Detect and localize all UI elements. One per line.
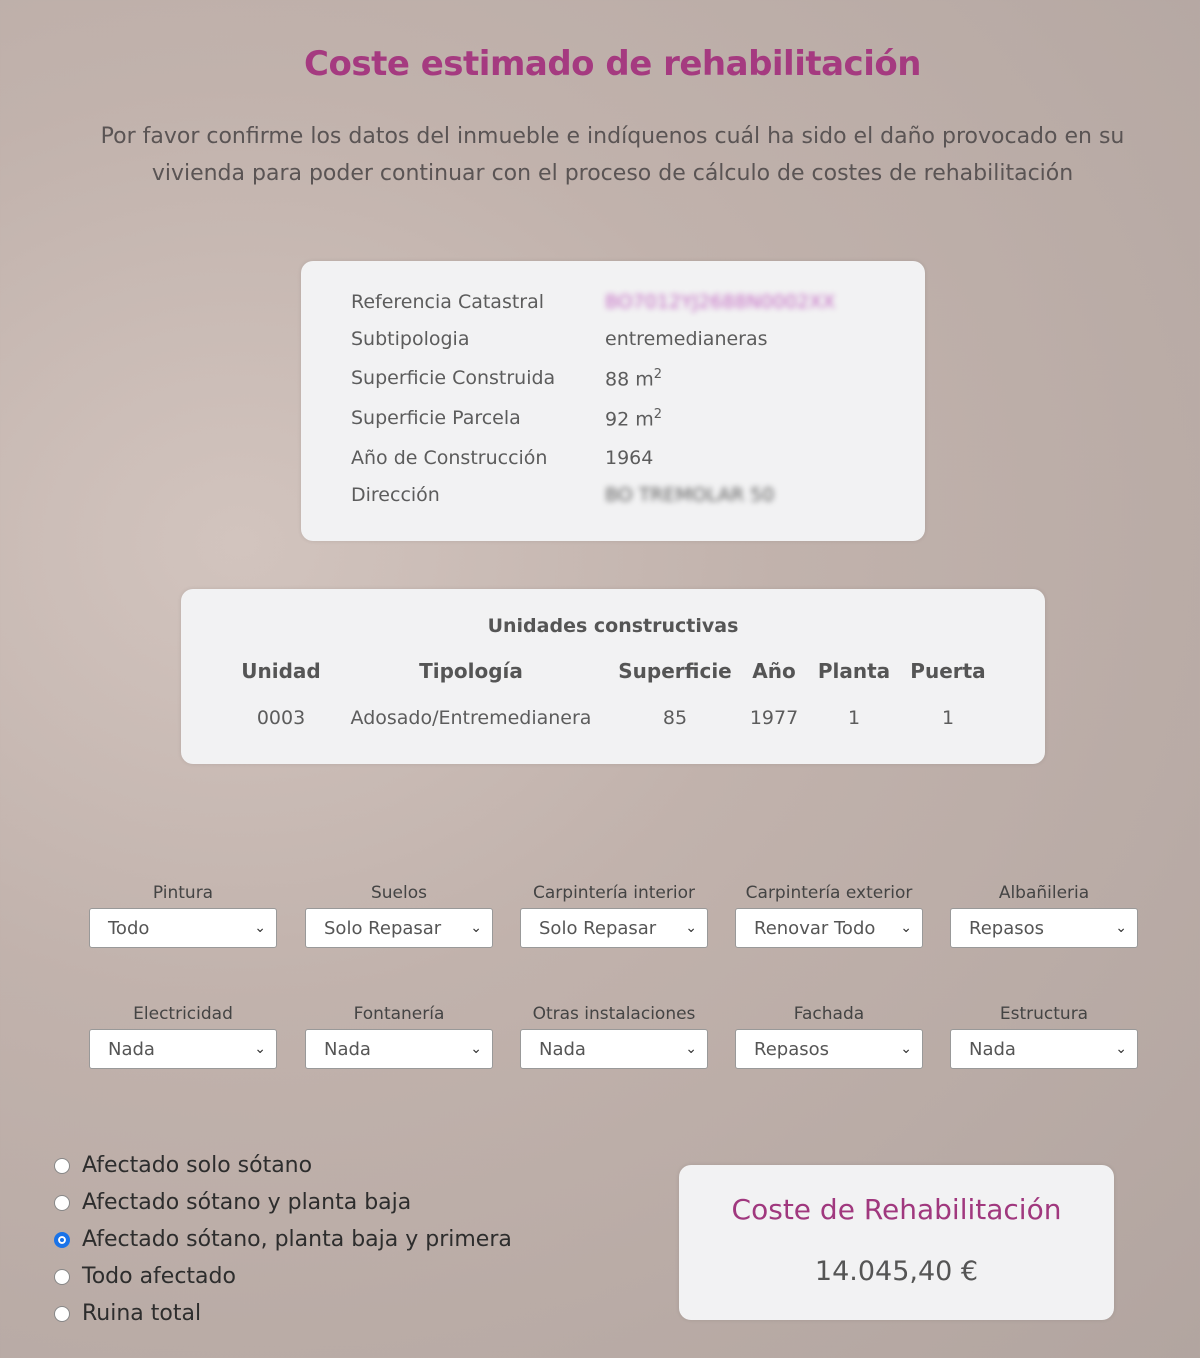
cost-card	[679, 1165, 1114, 1320]
info-row	[351, 367, 662, 390]
select-value: Nada	[539, 1038, 586, 1060]
damage-radio[interactable]	[54, 1264, 236, 1289]
column-header: Puerta	[910, 659, 986, 683]
select-label: Fachada	[793, 1004, 865, 1024]
radio-button[interactable]	[54, 1269, 70, 1285]
cost-title: Coste de Rehabilitación	[731, 1193, 1062, 1226]
table-cell: 85	[662, 707, 688, 729]
radio-label: Afectado sótano, planta baja y primera	[82, 1227, 512, 1252]
info-label: Superficie Construida	[351, 367, 556, 389]
select-value: Repasos	[969, 917, 1044, 939]
radio-label: Ruina total	[82, 1301, 202, 1326]
info-value: 88 $m^2$	[605, 367, 663, 391]
select-label: Electricidad	[133, 1004, 233, 1024]
damage-select[interactable]	[520, 908, 708, 948]
info-label: Subtipologia	[351, 328, 470, 350]
select-value: Nada	[108, 1038, 155, 1060]
select-group	[520, 883, 708, 948]
radio-button[interactable]	[54, 1195, 70, 1211]
select-label: Carpintería exterior	[745, 883, 913, 903]
damage-select[interactable]	[520, 1029, 708, 1069]
radio-label: Afectado sótano y planta baja	[82, 1190, 412, 1215]
damage-radio[interactable]	[54, 1227, 512, 1252]
column-header: Año	[752, 659, 796, 683]
select-label: Suelos	[370, 883, 427, 903]
damage-select[interactable]	[950, 1029, 1138, 1069]
radio-label: Afectado solo sótano	[82, 1153, 313, 1178]
select-group	[305, 1004, 493, 1069]
chevron-down-icon: ⌄	[254, 1041, 266, 1057]
select-value: Nada	[324, 1038, 371, 1060]
column-header: Superficie	[618, 659, 732, 683]
damage-select[interactable]	[89, 908, 277, 948]
damage-radio[interactable]	[54, 1301, 201, 1326]
info-value: BO TREMOLAR 50	[605, 484, 775, 506]
chevron-down-icon: ⌄	[470, 920, 482, 936]
select-group	[89, 883, 277, 948]
info-row	[351, 291, 835, 313]
chevron-down-icon: ⌄	[470, 1041, 482, 1057]
damage-radio[interactable]	[54, 1153, 312, 1178]
table-cell: 1977	[749, 707, 799, 729]
radio-button[interactable]	[54, 1158, 70, 1174]
column-header: Tipología	[419, 659, 523, 683]
info-value: BO7012YJ2688N0002XX	[605, 291, 836, 313]
column-header: Unidad	[241, 659, 321, 683]
select-value: Solo Repasar	[324, 917, 442, 939]
intro-text: Por favor confirme los datos del inmueble e indíquenos cuál ha sido el daño provocado en su vivienda para poder continuar con el proceso de cálculo de costes de rehabilitación	[100, 124, 1125, 186]
damage-select[interactable]	[89, 1029, 277, 1069]
select-label: Fontanería	[353, 1004, 445, 1024]
property-info-card	[301, 261, 925, 541]
table-cell: 0003	[256, 707, 306, 729]
info-label: Dirección	[351, 484, 440, 506]
chevron-down-icon: ⌄	[254, 920, 266, 936]
select-value: Renovar Todo	[754, 917, 876, 939]
info-label: Superficie Parcela	[351, 407, 521, 429]
select-value: Nada	[969, 1038, 1016, 1060]
damage-select[interactable]	[305, 908, 493, 948]
column-header: Planta	[817, 659, 891, 683]
damage-select[interactable]	[735, 1029, 923, 1069]
select-group	[735, 883, 923, 948]
chevron-down-icon: ⌄	[685, 1041, 697, 1057]
select-group	[950, 1004, 1138, 1069]
radio-button[interactable]	[54, 1306, 70, 1322]
select-group	[950, 883, 1138, 948]
table-cell: Adosado/Entremedianera	[350, 707, 592, 729]
info-label: Año de Construcción	[351, 447, 548, 469]
select-label: Estructura	[999, 1004, 1089, 1024]
radio-button[interactable]	[54, 1232, 70, 1248]
select-group	[89, 1004, 277, 1069]
select-value: Repasos	[754, 1038, 829, 1060]
info-value: entremedianeras	[605, 328, 768, 350]
select-group	[735, 1004, 923, 1069]
units-heading: Unidades constructivas	[487, 615, 739, 637]
damage-select[interactable]	[950, 908, 1138, 948]
select-group	[520, 1004, 708, 1069]
chevron-down-icon: ⌄	[900, 1041, 912, 1057]
select-label: Pintura	[152, 883, 214, 903]
info-label: Referencia Catastral	[351, 291, 545, 313]
select-group	[305, 883, 493, 948]
info-row	[351, 484, 774, 506]
info-value: 1964	[605, 447, 654, 469]
damage-radio[interactable]	[54, 1190, 411, 1215]
select-value: Todo	[108, 917, 150, 939]
chevron-down-icon: ⌄	[1115, 920, 1127, 936]
chevron-down-icon: ⌄	[1115, 1041, 1127, 1057]
info-row	[351, 328, 768, 350]
info-row	[351, 407, 662, 430]
chevron-down-icon: ⌄	[685, 920, 697, 936]
chevron-down-icon: ⌄	[900, 920, 912, 936]
cost-value: 14.045,40 €	[814, 1256, 979, 1287]
table-cell: 1	[847, 707, 861, 729]
page-title: Coste estimado de rehabilitación	[304, 44, 921, 84]
select-label: Otras instalaciones	[532, 1004, 696, 1024]
damage-select[interactable]	[735, 908, 923, 948]
select-label: Carpintería interior	[533, 883, 695, 903]
radio-label: Todo afectado	[82, 1264, 236, 1289]
info-value: 92 $m^2$	[605, 407, 663, 431]
table-cell: 1	[941, 707, 955, 729]
damage-select[interactable]	[305, 1029, 493, 1069]
select-value: Solo Repasar	[539, 917, 657, 939]
info-row	[351, 447, 653, 469]
select-label: Albañileria	[998, 883, 1090, 903]
construction-units-card	[181, 589, 1045, 764]
